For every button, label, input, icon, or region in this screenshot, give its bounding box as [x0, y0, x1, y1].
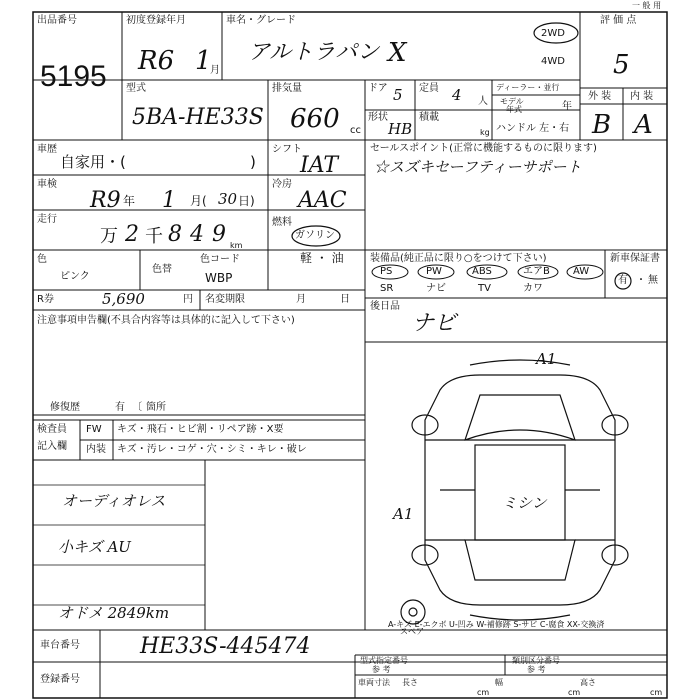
color-code: WBP: [205, 271, 233, 285]
inspection-day: 30: [218, 190, 238, 208]
recycle-yen: 円: [183, 294, 193, 305]
repair-value: 有: [115, 402, 125, 413]
inspection-month-unit: 月(: [190, 194, 207, 208]
shift: IAT: [300, 153, 339, 178]
name-change-label: 名変期限: [205, 294, 245, 305]
type-designation-label: 型式指定番号: [360, 656, 408, 665]
mileage-label: 走行: [37, 214, 57, 225]
equip-sr: SR: [380, 283, 394, 294]
fw-items: キズ・飛石・ヒビ割・リペア跡・X要: [117, 424, 284, 435]
lot-label: 出品番号: [37, 15, 77, 26]
spare-label: スペア: [400, 627, 424, 636]
color-value: ピンク: [60, 271, 90, 282]
height-label: 高さ: [580, 678, 596, 687]
fw-label: FW: [86, 424, 102, 435]
interior-insp-label: 内装: [86, 444, 106, 455]
mark-a1-side: A1: [393, 505, 414, 523]
equip-pw: PW: [426, 266, 442, 277]
capacity-unit: 人: [478, 96, 488, 107]
rating: 5: [613, 50, 630, 80]
exterior-grade: B: [592, 110, 612, 140]
usage-value: 自家用・(: [60, 153, 126, 171]
model-label: 型式: [126, 83, 146, 94]
drive-4wd: 4WD: [541, 56, 565, 67]
warranty-sep: ・: [636, 275, 646, 286]
comment-3: オドメ 2849km: [58, 604, 170, 622]
mark-center: ミシン: [502, 494, 547, 512]
interior-grade: A: [634, 110, 653, 140]
name-change-day: 日: [340, 294, 350, 305]
warranty-yes: 有: [618, 275, 628, 286]
color-label: 色: [37, 254, 47, 265]
width-label: 幅: [495, 678, 503, 687]
lot-number: 5195: [40, 60, 107, 93]
shift-label: シフト: [272, 144, 302, 155]
comment-2: 小キズ AU: [58, 538, 131, 556]
inspector-label-1: 検査員: [37, 424, 67, 435]
inspection-label: 車検: [37, 179, 57, 190]
inspection-year-unit: 年: [123, 194, 136, 208]
equip-navi: ナビ: [426, 283, 446, 294]
model-year-label-2: 年式: [506, 105, 522, 114]
mark-a1-top: A1: [536, 350, 557, 368]
displacement-label: 排気量: [272, 83, 302, 94]
inspection-day-unit: 日): [238, 194, 255, 208]
exterior-label: 外 装: [588, 91, 612, 102]
aftermarket-value: ナビ: [412, 311, 457, 336]
dims-label: 車両寸法: [358, 678, 390, 687]
legend: A-キズ E-エクボ U-凹み W-補修跡 S-サビ C-腐食 XX-交換済: [388, 620, 605, 629]
equip-ps: PS: [380, 266, 393, 277]
name-change-month: 月: [296, 294, 306, 305]
equip-airbag: エアB: [523, 266, 550, 277]
model-year-label-1: モデル: [500, 97, 524, 106]
interior-label: 内 装: [630, 91, 654, 102]
load-label: 積載: [419, 112, 439, 123]
aftermarket-label: 後日品: [370, 301, 400, 312]
handle-label: ハンドル 左・右: [496, 123, 570, 134]
reg-year-label: 初度登録年月: [126, 15, 186, 26]
equip-aw: AW: [573, 266, 590, 277]
capacity-label: 定員: [419, 83, 439, 94]
shape: HB: [388, 120, 413, 138]
drive-2wd: 2WD: [541, 28, 565, 39]
recycle-amount: 5,690: [102, 290, 145, 308]
reg-year: R6: [138, 46, 175, 76]
reg-number-label: 登録番号: [40, 674, 80, 685]
ref-label: 参 考: [372, 665, 391, 674]
car-diagram: [370, 350, 665, 630]
usage-close: ): [250, 153, 256, 171]
grade: X: [388, 38, 407, 68]
fuel-label: 燃料: [272, 217, 292, 228]
cooling-label: 冷房: [272, 179, 292, 190]
length-cm: cm: [477, 688, 490, 697]
usage-label: 車歴: [37, 144, 57, 155]
kg-unit: kg: [480, 128, 490, 137]
mileage-2: 2: [125, 222, 139, 247]
corner-text: 一 般 用: [632, 1, 662, 10]
color-change-label: 色替: [152, 264, 172, 275]
mileage-man: 万: [100, 226, 118, 247]
reg-month-unit: 月: [210, 65, 220, 76]
notes-label: 注意事項申告欄(不具合内容等は具体的に記入して下さい): [37, 315, 295, 326]
inspection-month: 1: [162, 188, 176, 213]
car-name: アルトラパン: [248, 40, 380, 65]
width-cm: cm: [568, 688, 581, 697]
fuel-light-oil: 軽 ・ 油: [300, 251, 344, 265]
shape-label: 形状: [368, 112, 388, 123]
cooling: AAC: [298, 188, 347, 213]
color-code-label: 色コード: [200, 254, 240, 265]
rating-label: 評 価 点: [600, 15, 637, 26]
km-unit: km: [230, 241, 243, 250]
inspection-era: R9: [90, 188, 121, 213]
category-label: 類別区分番号: [512, 656, 560, 665]
model: 5BA-HE33S: [132, 105, 264, 130]
repair-bracket-close: 箇所: [146, 402, 166, 413]
sales-points-label: セールスポイント(正常に機能するものに限ります): [370, 143, 597, 154]
interior-insp-items: キズ・汚レ・コゲ・穴・シミ・キレ・破レ: [117, 444, 307, 455]
capacity: 4: [452, 86, 462, 104]
recycle-label: R券: [37, 294, 54, 305]
equip-abs: ABS: [472, 266, 492, 277]
doors: 5: [393, 86, 403, 104]
cc-unit: cc: [350, 125, 361, 136]
car-name-label: 車名・グレード: [226, 15, 296, 26]
equip-tv: TV: [478, 283, 491, 294]
dealer-label: ディーラー・並行: [496, 83, 560, 92]
sales-points-value: ☆スズキセーフティーサポート: [374, 158, 582, 176]
displacement: 660: [290, 104, 340, 134]
fuel-selected: ガソリン: [295, 230, 335, 241]
inspector-label-2: 記入欄: [37, 441, 67, 452]
reg-month: 1: [195, 46, 212, 76]
ref-label-2: 参 考: [527, 665, 546, 674]
doors-label: ドア: [368, 83, 388, 94]
warranty-no: 無: [648, 275, 658, 286]
mileage-sen: 千: [145, 226, 163, 247]
comment-1: オーディオレス: [62, 492, 166, 510]
mileage-rest: 849: [168, 222, 234, 247]
equip-leather: カワ: [523, 283, 543, 294]
model-year-unit: 年: [562, 101, 572, 112]
repair-bracket-open: 〔: [132, 402, 142, 413]
repair-label: 修復歴: [50, 402, 80, 413]
height-cm: cm: [650, 688, 663, 697]
equipment-label: 装備品(純正品に限り○をつけて下さい): [370, 253, 547, 264]
warranty-label: 新車保証書: [610, 253, 660, 264]
chassis-number: HE33S-445474: [140, 634, 311, 659]
chassis-label: 車台番号: [40, 640, 80, 651]
length-label: 長さ: [402, 678, 418, 687]
